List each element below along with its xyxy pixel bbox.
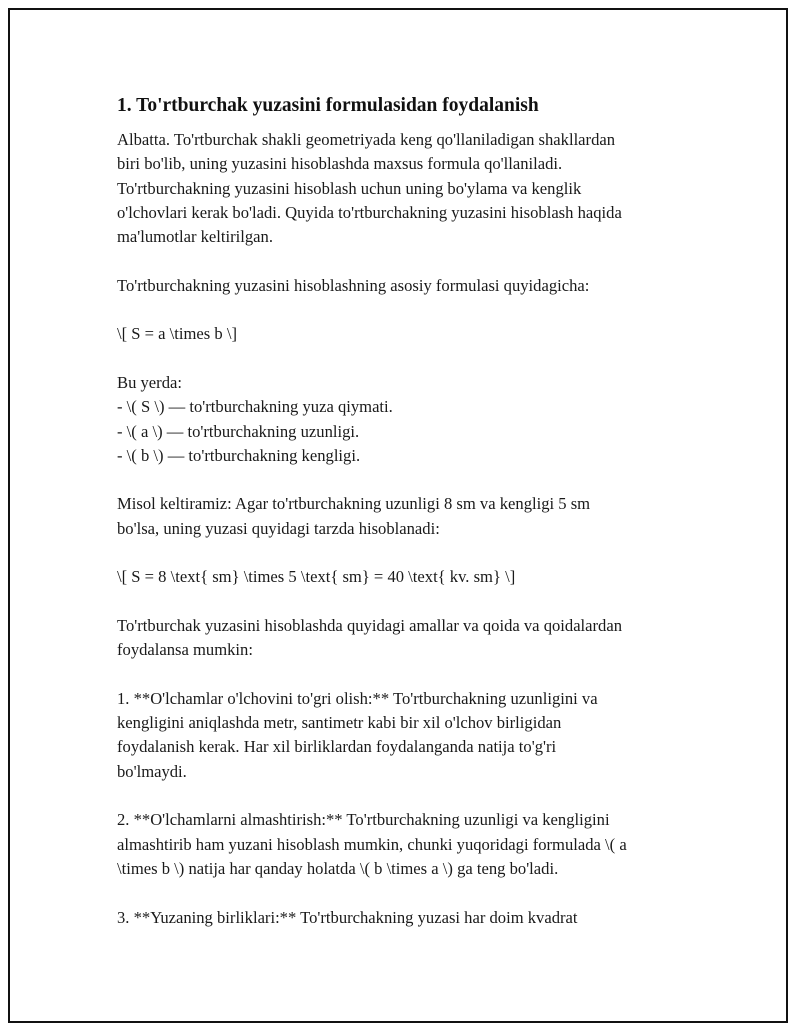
document-heading: 1. To'rtburchak yuzasini formulasidan foydalanish xyxy=(117,95,539,116)
paragraph-gap xyxy=(117,298,697,322)
intro-paragraph: Albatta. To'rtburchak shakli geometriyada keng qo'llaniladigan shakllardan biri bo'lib, uning yuzasini hisoblashda maxsus formula qo'llaniladi. To'rtburchakning yuzasini hisoblash uchun uning bo'ylama va kenglik o'lchovlari kerak bo'ladi. Quyida to'rtburchakning yuzasini hisoblash haqida ma'lumotlar keltirilgan. xyxy=(117,130,622,247)
rule-item-1: 1. **O'lchamlar o'lchovini to'gri olish:** To'rtburchakning uzunligini va kengligini aniqlashda metr, santimetr kabi bir xil o'lchov birligidan foydalanish kerak. Har xil birliklardan foydalanganda natija to'g'ri bo'lmaydi. xyxy=(117,688,598,781)
paragraph-gap xyxy=(117,541,697,565)
rule-item-3: 3. **Yuzaning birliklari:** To'rtburchakning yuzasi har doim kvadrat xyxy=(117,907,578,927)
document-body xyxy=(117,92,697,930)
paragraph-gap xyxy=(117,347,697,371)
example-paragraph: Misol keltiramiz: Agar to'rtburchakning uzunligi 8 sm va kengligi 5 sm bo'lsa, uning yuzasi quyidagi tarzda hisoblanadi: xyxy=(117,494,591,538)
paragraph-gap xyxy=(117,784,697,808)
rules-intro-paragraph: To'rtburchak yuzasini hisoblashda quyidagi amallar va qoida va qoidalardan foydalansa mumkin: xyxy=(117,615,623,660)
formula-line: \[ S = a \times b \] xyxy=(117,324,237,344)
example-formula-line: \[ S = 8 \text{ sm} \times 5 \text{ sm} = 40 \text{ kv. sm} \] xyxy=(117,567,516,587)
paragraph-gap xyxy=(117,249,697,273)
variable-definitions: Bu yerda: - \( S \) — to'rtburchakning yuza qiymati. - \( a \) — to'rtburchakning uzunligi. - \( b \) — to'rtburchakning kengligi. xyxy=(117,372,393,465)
paragraph-gap xyxy=(117,590,697,614)
paragraph-gap xyxy=(117,468,697,492)
formula-intro-paragraph: To'rtburchakning yuzasini hisoblashning asosiy formulasi quyidagicha: xyxy=(117,275,590,295)
paragraph-gap xyxy=(117,663,697,687)
rule-item-2: 2. **O'lchamlarni almashtirish:** To'rtburchakning uzunligi va kengligini almashtirib ham yuzani hisoblash mumkin, chunki yuqoridagi formulada \( a \times b \) natija har qanday holatda \( b \times a \) ga teng bo'ladi. xyxy=(117,810,627,878)
paragraph-gap xyxy=(117,881,697,905)
